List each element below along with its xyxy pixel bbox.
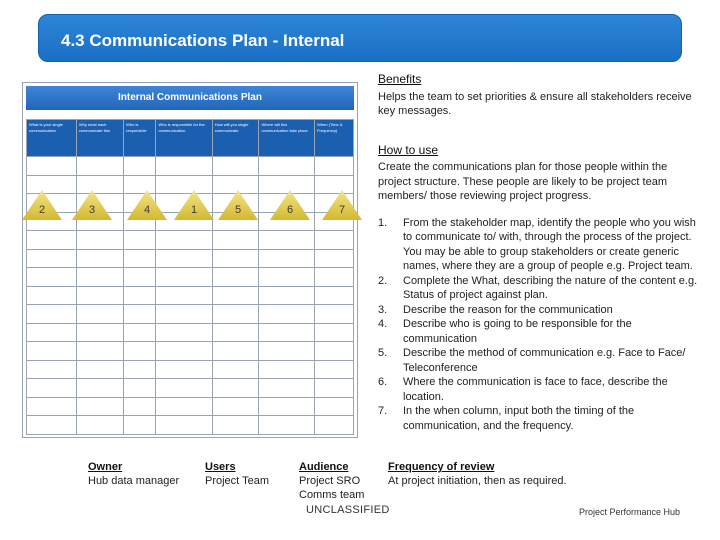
table-row xyxy=(27,249,354,268)
marker-number: 2 xyxy=(38,204,46,216)
list-item xyxy=(378,404,698,433)
audience-value: Comms team xyxy=(299,489,365,501)
plan-column-header: Who is responsible for the communication xyxy=(156,120,212,157)
table-row xyxy=(27,416,354,435)
table-row xyxy=(27,157,354,176)
list-item xyxy=(378,375,698,404)
benefits-heading: Benefits xyxy=(378,72,422,86)
step-number: 2. xyxy=(378,274,388,287)
step-text: Describe the method of communication e.g. Face to Face/ Teleconference xyxy=(403,347,686,374)
owner-label: Owner xyxy=(88,461,123,473)
plan-header: Internal Communications Plan xyxy=(26,86,354,110)
title-bar xyxy=(38,14,682,62)
step-number: 5. xyxy=(378,347,388,359)
communications-plan-thumbnail xyxy=(22,82,358,438)
step-text: From the stakeholder map, identify the people who you wish to communicate to/ with, through the process of the project. You may be able to group stakeholders or create generic names, where they are a group of people e.g. Project team. xyxy=(403,216,696,272)
how-to-use-text: Create the communications plan for those people within the project structure. These people are likely to be project team members/ those reviewing project progress. xyxy=(378,161,668,202)
how-to-use-heading: How to use xyxy=(378,142,439,157)
marker-number: 6 xyxy=(286,204,294,216)
page-title: 4.3 Communications Plan - Internal xyxy=(61,31,345,50)
users-label: Users xyxy=(205,461,236,473)
audience-label: Audience xyxy=(299,461,349,473)
guidance-panel xyxy=(378,72,698,433)
step-number: 4. xyxy=(378,318,388,330)
table-row xyxy=(27,286,354,305)
frequency-block xyxy=(388,460,567,488)
owner-value: Hub data manager xyxy=(88,475,180,487)
table-row xyxy=(27,268,354,287)
step-markers xyxy=(22,190,358,230)
plan-column-header: Who is responsible xyxy=(124,120,156,157)
footer-brand: Project Performance Hub xyxy=(578,507,680,517)
plan-column-header: Where will this communication take place xyxy=(259,120,315,157)
marker-number: 1 xyxy=(190,204,198,216)
audience-block xyxy=(299,460,364,502)
users-value: Project Team xyxy=(205,475,269,487)
frequency-value: At project initiation, then as required. xyxy=(388,475,567,487)
table-row xyxy=(27,360,354,379)
list-item xyxy=(378,303,698,318)
step-text: In the when column, input both the timing of the communication, and the frequency. xyxy=(403,405,635,432)
benefits-text: Helps the team to set priorities & ensure all stakeholders receive key messages. xyxy=(378,90,692,117)
step-text: Complete the What, describing the nature of the content e.g. Status of project against plan. xyxy=(403,274,698,301)
plan-column-header: How will you single communicate xyxy=(212,120,259,157)
marker-number: 4 xyxy=(143,204,151,216)
users-block xyxy=(205,460,269,488)
plan-column-header: When (Time & Frequency) xyxy=(315,120,354,157)
step-number: 6. xyxy=(378,376,388,388)
list-item xyxy=(378,317,698,346)
step-number: 3. xyxy=(378,303,388,316)
list-item xyxy=(378,274,698,303)
list-item xyxy=(378,346,698,375)
table-row xyxy=(27,397,354,416)
classification-label: UNCLASSIFIED xyxy=(306,504,390,516)
table-row xyxy=(27,379,354,398)
step-text: Describe who is going to be responsible for the communication xyxy=(403,318,632,345)
audience-value: Project SRO xyxy=(299,475,361,487)
marker-number: 5 xyxy=(234,204,242,216)
step-text: Where the communication is face to face, describe the location. xyxy=(403,376,668,403)
marker-number: 3 xyxy=(88,204,96,216)
steps-list xyxy=(378,216,698,434)
step-number: 7. xyxy=(378,405,388,417)
frequency-label: Frequency of review xyxy=(388,461,495,473)
plan-table xyxy=(26,119,354,435)
list-item xyxy=(378,216,698,274)
table-row xyxy=(27,323,354,342)
plan-column-header: What is your single communication xyxy=(27,120,77,157)
plan-column-header: Why must each communicate this xyxy=(76,120,123,157)
table-row xyxy=(27,231,354,250)
table-row xyxy=(27,342,354,361)
owner-block xyxy=(88,460,179,488)
marker-number: 7 xyxy=(338,204,346,216)
step-number: 1. xyxy=(378,216,388,229)
plan-header-row xyxy=(27,120,354,157)
table-row xyxy=(27,305,354,324)
step-text: Describe the reason for the communication xyxy=(403,303,613,316)
